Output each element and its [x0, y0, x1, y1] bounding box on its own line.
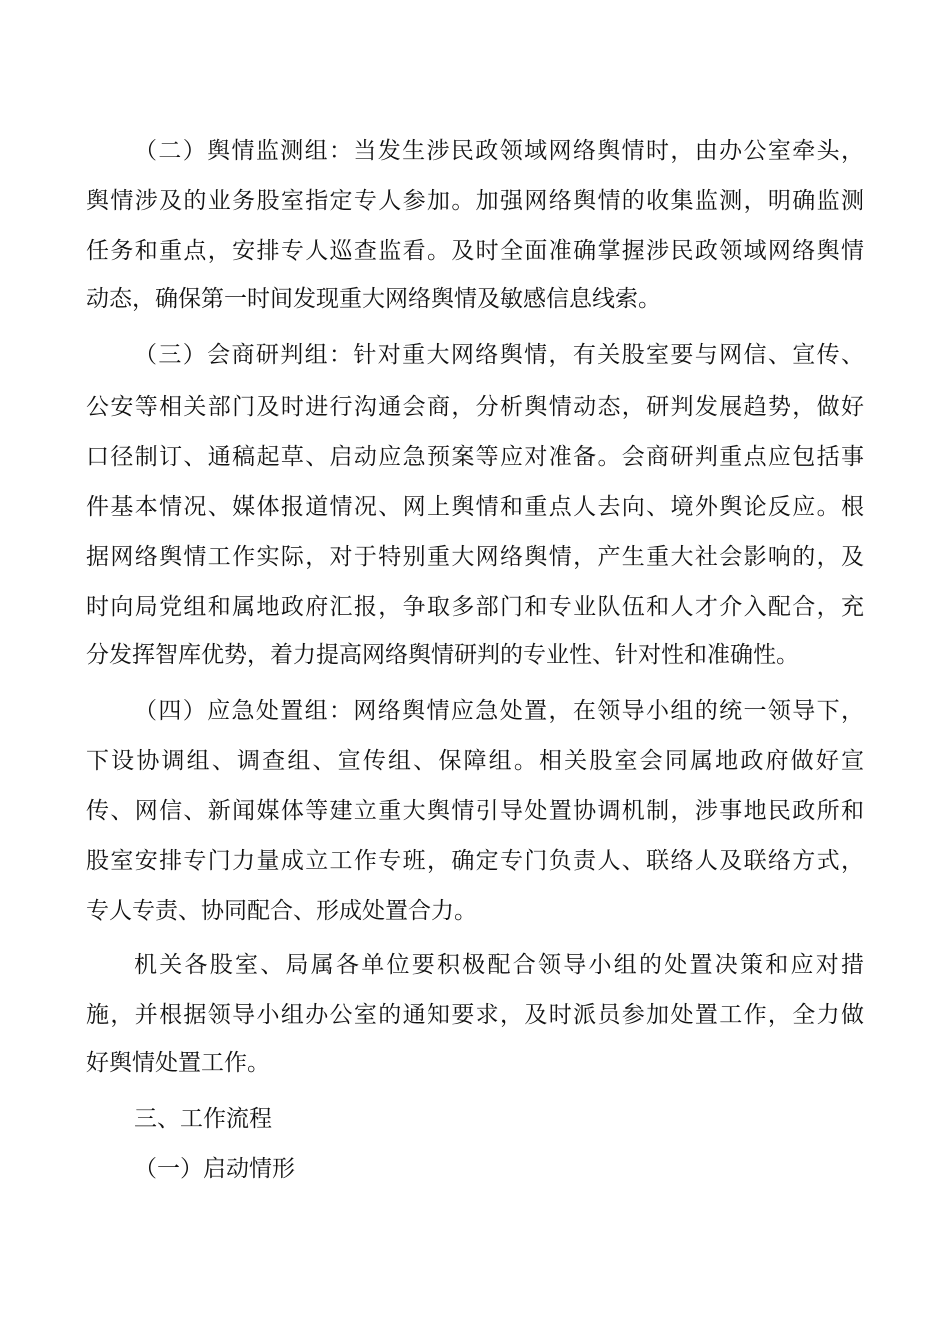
paragraph-2-line-4: 件基本情况、媒体报道情况、网上舆情和重点人去向、境外舆论反应。根 — [86, 494, 864, 520]
paragraph-2-line-1: （三）会商研判组：针对重大网络舆情，有关股室要与网信、宣传、 — [134, 342, 864, 368]
paragraph-2-line-2: 公安等相关部门及时进行沟通会商，分析舆情动态，研判发展趋势，做好 — [86, 394, 864, 420]
paragraph-1-line-1: （二）舆情监测组：当发生涉民政领域网络舆情时，由办公室牵头， — [134, 138, 864, 164]
section-heading: 三、工作流程 — [134, 1106, 272, 1132]
paragraph-2-line-6: 时向局党组和属地政府汇报，争取多部门和专业队伍和人才介入配合，充 — [86, 594, 864, 620]
paragraph-3-line-2: 下设协调组、调查组、宣传组、保障组。相关股室会同属地政府做好宣 — [86, 748, 864, 774]
paragraph-3-line-1: （四）应急处置组：网络舆情应急处置，在领导小组的统一领导下， — [134, 698, 864, 724]
paragraph-3-line-3: 传、网信、新闻媒体等建立重大舆情引导处置协调机制，涉事地民政所和 — [86, 798, 864, 824]
paragraph-4-line-3: 好舆情处置工作。 — [86, 1050, 270, 1076]
paragraph-2-line-5: 据网络舆情工作实际，对于特别重大网络舆情，产生重大社会影响的，及 — [86, 544, 864, 570]
paragraph-1-line-4: 动态，确保第一时间发现重大网络舆情及敏感信息线索。 — [86, 286, 661, 312]
subsection-heading: （一）启动情形 — [134, 1156, 295, 1182]
paragraph-1-line-2: 舆情涉及的业务股室指定专人参加。加强网络舆情的收集监测，明确监测 — [86, 188, 864, 214]
paragraph-1-line-3: 任务和重点，安排专人巡查监看。及时全面准确掌握涉民政领域网络舆情 — [86, 238, 864, 264]
paragraph-2-line-7: 分发挥智库优势，着力提高网络舆情研判的专业性、针对性和准确性。 — [86, 642, 799, 668]
paragraph-4-line-2: 施，并根据领导小组办公室的通知要求，及时派员参加处置工作，全力做 — [86, 1002, 864, 1028]
paragraph-3-line-4: 股室安排专门力量成立工作专班，确定专门负责人、联络人及联络方式， — [86, 848, 864, 874]
paragraph-2-line-3: 口径制订、通稿起草、启动应急预案等应对准备。会商研判重点应包括事 — [86, 444, 864, 470]
paragraph-3-line-5: 专人专责、协同配合、形成处置合力。 — [86, 898, 477, 924]
paragraph-4-line-1: 机关各股室、局属各单位要积极配合领导小组的处置决策和应对措 — [134, 952, 864, 978]
